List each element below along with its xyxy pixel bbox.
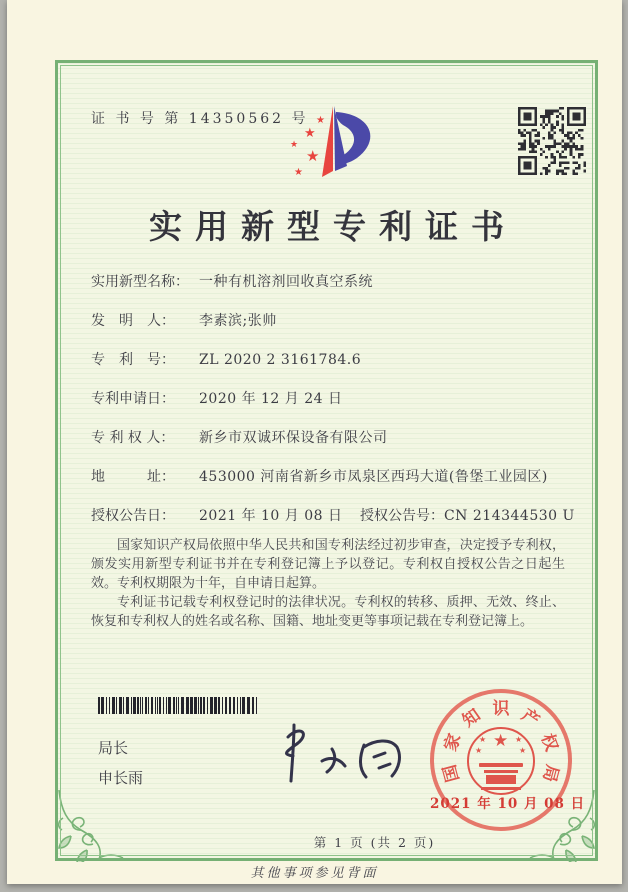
corner-flourish-icon [528, 788, 600, 862]
svg-text:★: ★ [493, 731, 509, 751]
field-row [91, 388, 571, 427]
seal-char: 权 [536, 731, 562, 754]
field-label: 专利申请日： [91, 391, 175, 407]
field-label: 授权公告日： [91, 508, 175, 524]
field-value: 一种有机溶剂回收真空系统 [199, 274, 373, 290]
field-value: 新乡市双诚环保设备有限公司 [199, 430, 388, 446]
seal-date: 2021 年 10 月 08 日 [430, 796, 586, 812]
certificate-border [55, 60, 598, 861]
field-label: 专 利 号： [91, 352, 175, 368]
cnipa-logo-icon [286, 97, 382, 189]
svg-text:★: ★ [515, 735, 523, 744]
field-label: 授权公告号： [359, 508, 444, 524]
legal-paragraph: 国家知识产权局依照中华人民共和国专利法经过初步审查，决定授予专利权，颁发实用新型专利证书并在专利登记簿上予以登记。专利权自授权公告之日起生效。专利权期限为十年，自申请日起算。 [91, 538, 565, 591]
svg-text:★: ★ [294, 167, 303, 178]
svg-text:★: ★ [316, 115, 325, 126]
page-number: 第 1 页 (共 2 页) [313, 835, 436, 850]
seal-char: 产 [517, 705, 543, 732]
legal-paragraph: 专利证书记载专利权登记时的法律状况。专利权的转移、质押、无效、终止、恢复和专利权人的姓名或名称、国籍、地址变更等事项记载在专利登记簿上。 [91, 595, 565, 629]
field-label: 专 利 权 人： [91, 430, 175, 446]
seal-char: 家 [440, 731, 466, 754]
field-row [91, 310, 571, 349]
seal-char: 知 [459, 705, 485, 732]
field-label: 实用新型名称： [91, 274, 189, 290]
field-value: 李素滨;张帅 [199, 313, 277, 329]
director-name: 申长雨 [98, 769, 144, 787]
director-block [98, 733, 143, 793]
seal-char: 国 [439, 762, 464, 784]
svg-text:★: ★ [479, 735, 487, 744]
svg-text:★: ★ [290, 140, 299, 150]
svg-text:★: ★ [519, 746, 527, 755]
field-value: CN 214344530 U [443, 508, 575, 524]
field-row [91, 427, 571, 466]
corner-flourish-icon [53, 788, 125, 862]
qr-code [518, 107, 586, 175]
seal-char: 识 [492, 699, 510, 719]
field-label: 地 址： [91, 469, 175, 485]
certificate-number: 证 书 号 第 14350562 号 [91, 111, 309, 127]
svg-text:★: ★ [306, 147, 320, 165]
field-row [91, 466, 571, 505]
back-side-note: 其他事项参见背面 [250, 866, 379, 881]
field-value: ZL 2020 2 3161784.6 [199, 352, 362, 368]
field-list [91, 271, 575, 544]
field-value: 2020 年 12 月 24 日 [199, 391, 343, 407]
legal-text [91, 536, 565, 631]
national-emblem-icon [466, 719, 536, 801]
barcode [98, 697, 260, 714]
svg-text:★: ★ [475, 746, 483, 755]
field-row [91, 349, 571, 388]
svg-text:★: ★ [304, 126, 316, 141]
director-signature [258, 719, 408, 799]
director-title: 局长 [98, 739, 129, 757]
field-value: 453000 河南省新乡市凤泉区西玛大道(鲁堡工业园区) [199, 469, 548, 485]
field-label: 发 明 人： [91, 313, 175, 329]
field-value: 2021 年 10 月 08 日 [199, 508, 343, 524]
field-row [91, 271, 571, 310]
certificate-page [7, 0, 622, 884]
certificate-title: 实用新型专利证书 [149, 207, 517, 246]
seal-char: 局 [538, 762, 563, 784]
